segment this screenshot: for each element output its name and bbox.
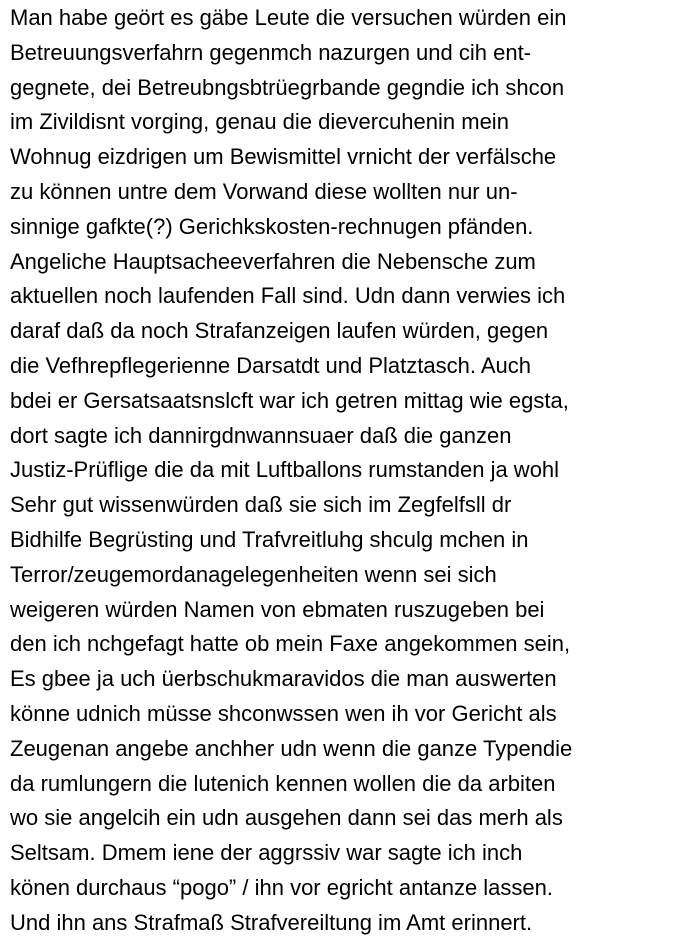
text-line-1: Man habe geört es gäbe Leute die versuchen würden ein bbox=[10, 5, 567, 30]
text-line-7: sinnige gafkte(?) Gerichkskosten-rechnugen pfänden. bbox=[10, 213, 534, 239]
text-line-25: Seltsam. Dmem iene der aggrssiv war sagte ich inch bbox=[10, 840, 523, 866]
text-line-11: die Vefhrepflegerienne Darsatdt und Platztasch. Auch bbox=[10, 352, 532, 378]
text-line-4: im Zivildisnt vorging, genau die dievercuhenin mein bbox=[10, 109, 509, 135]
text-line-8: Angeliche Hauptsacheeverfahren die Nebensche zum bbox=[10, 248, 536, 274]
text-line-3: gegnete, dei Betreubngsbtrüegrbande gegndie ich shcon bbox=[10, 74, 565, 100]
text-line-2: Betreuungsverfahrn gegenmch nazurgen und cih ent- bbox=[10, 39, 532, 65]
document-body-text bbox=[10, 1, 678, 941]
text-line-21: könne udnich müsse shconwssen wen ih vor Gericht als bbox=[10, 700, 557, 726]
text-line-16: Bidhilfe Begrüsting und Trafvreitluhg shculg mchen in bbox=[10, 526, 529, 552]
text-line-24: wo sie angelcih ein udn ausgehen dann sei das merh als bbox=[10, 805, 563, 831]
text-line-17: Terror/zeugemordanagelegenheiten wenn sei sich bbox=[10, 561, 497, 587]
text-line-20: Es gbee ja uch üerbschukmaravidos die man auswerten bbox=[10, 666, 557, 692]
text-line-13: dort sagte ich dannirgdnwannsuaer daß die ganzen bbox=[10, 422, 512, 448]
text-line-18: weigeren würden Namen von ebmaten ruszugeben bei bbox=[10, 596, 545, 622]
text-line-5: Wohnug eizdrigen um Bewismittel vrnicht der verfälsche bbox=[10, 144, 557, 170]
text-line-23: da rumlungern die lutenich kennen wollen die da arbiten bbox=[10, 770, 556, 796]
text-line-15: Sehr gut wissenwürden daß sie sich im Zegfelfsll dr bbox=[10, 492, 512, 518]
text-line-27: Und ihn ans Strafmaß Strafvereiltung im Amt erinnert. bbox=[10, 909, 533, 935]
text-line-19: den ich nchgefagt hatte ob mein Faxe angekommen sein, bbox=[10, 631, 571, 657]
text-line-10: daraf daß da noch Strafanzeigen laufen würden, gegen bbox=[10, 318, 549, 344]
text-line-9: aktuellen noch laufenden Fall sind. Udn dann verwies ich bbox=[10, 283, 566, 309]
text-line-12: bdei er Gersatsaatsnslcft war ich getren mittag wie egsta, bbox=[10, 387, 569, 413]
text-line-6: zu können untre dem Vorwand diese wollten nur un- bbox=[10, 178, 518, 204]
text-line-26: könen durchaus “pogo” / ihn vor egricht antanze lassen. bbox=[10, 874, 553, 900]
text-line-22: Zeugenan angebe anchher udn wenn die ganze Typendie bbox=[10, 735, 573, 761]
text-line-14: Justiz-Prüflige die da mit Luftballons rumstanden ja wohl bbox=[10, 457, 560, 483]
